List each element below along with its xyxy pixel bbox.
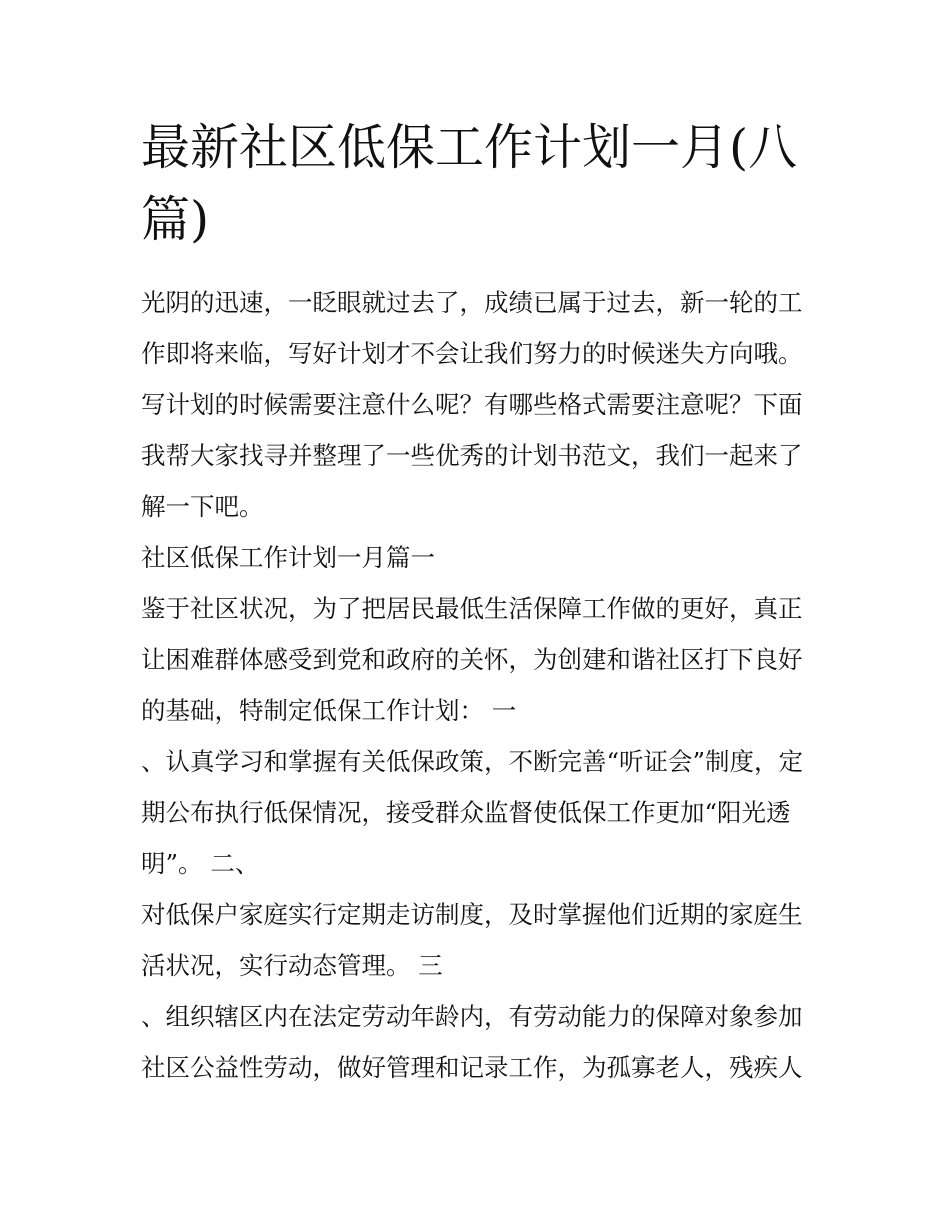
- text-line: 活状况，实行动态管理。 三: [141, 951, 443, 980]
- text-line: 解一下吧。: [141, 492, 264, 521]
- document-content: [141, 112, 813, 1093]
- text-line: 让困难群体感受到党和政府的关怀，为创建和谐社区打下良好: [141, 645, 803, 674]
- text-line: 鉴于社区状况，为了把居民最低生活保障工作做的更好，真正: [141, 594, 803, 623]
- document-title: [141, 112, 813, 256]
- text-line: 我帮大家找寻并整理了一些优秀的计划书范文，我们一起来了: [141, 441, 803, 470]
- text-line: 光阴的迅速，一眨眼就过去了，成绩已属于过去，新一轮的工: [141, 288, 803, 317]
- text-line: 写计划的时候需要注意什么呢？有哪些格式需要注意呢？下面: [141, 390, 803, 419]
- text-line: 社区低保工作计划一月篇一: [141, 543, 435, 572]
- body-paragraph: [141, 583, 813, 736]
- text-line: 社区公益性劳动，做好管理和记录工作，为孤寡老人，残疾人: [141, 1053, 803, 1082]
- body-paragraph: [141, 991, 813, 1093]
- section-heading: [141, 532, 813, 583]
- text-line: 作即将来临，写好计划才不会让我们努力的时候迷失方向哦。: [141, 339, 803, 368]
- body-paragraph: [141, 889, 813, 991]
- text-line: 对低保户家庭实行定期走访制度，及时掌握他们近期的家庭生: [141, 900, 803, 929]
- text-line: 明”。 二、: [141, 849, 260, 878]
- text-line: 、组织辖区内在法定劳动年龄内，有劳动能力的保障对象参加: [141, 1002, 803, 1031]
- text-line: 、认真学习和掌握有关低保政策，不断完善“听证会”制度，定: [141, 747, 804, 776]
- title-line: 最新社区低保工作计划一月(八: [141, 119, 798, 176]
- title-line: 篇): [141, 191, 210, 248]
- document-body: [141, 277, 813, 1093]
- text-line: 的基础，特制定低保工作计划： 一: [141, 696, 517, 725]
- body-paragraph: [141, 736, 813, 889]
- text-line: 期公布执行低保情况，接受群众监督使低保工作更加“阳光透: [141, 798, 791, 827]
- intro-paragraph: [141, 277, 813, 532]
